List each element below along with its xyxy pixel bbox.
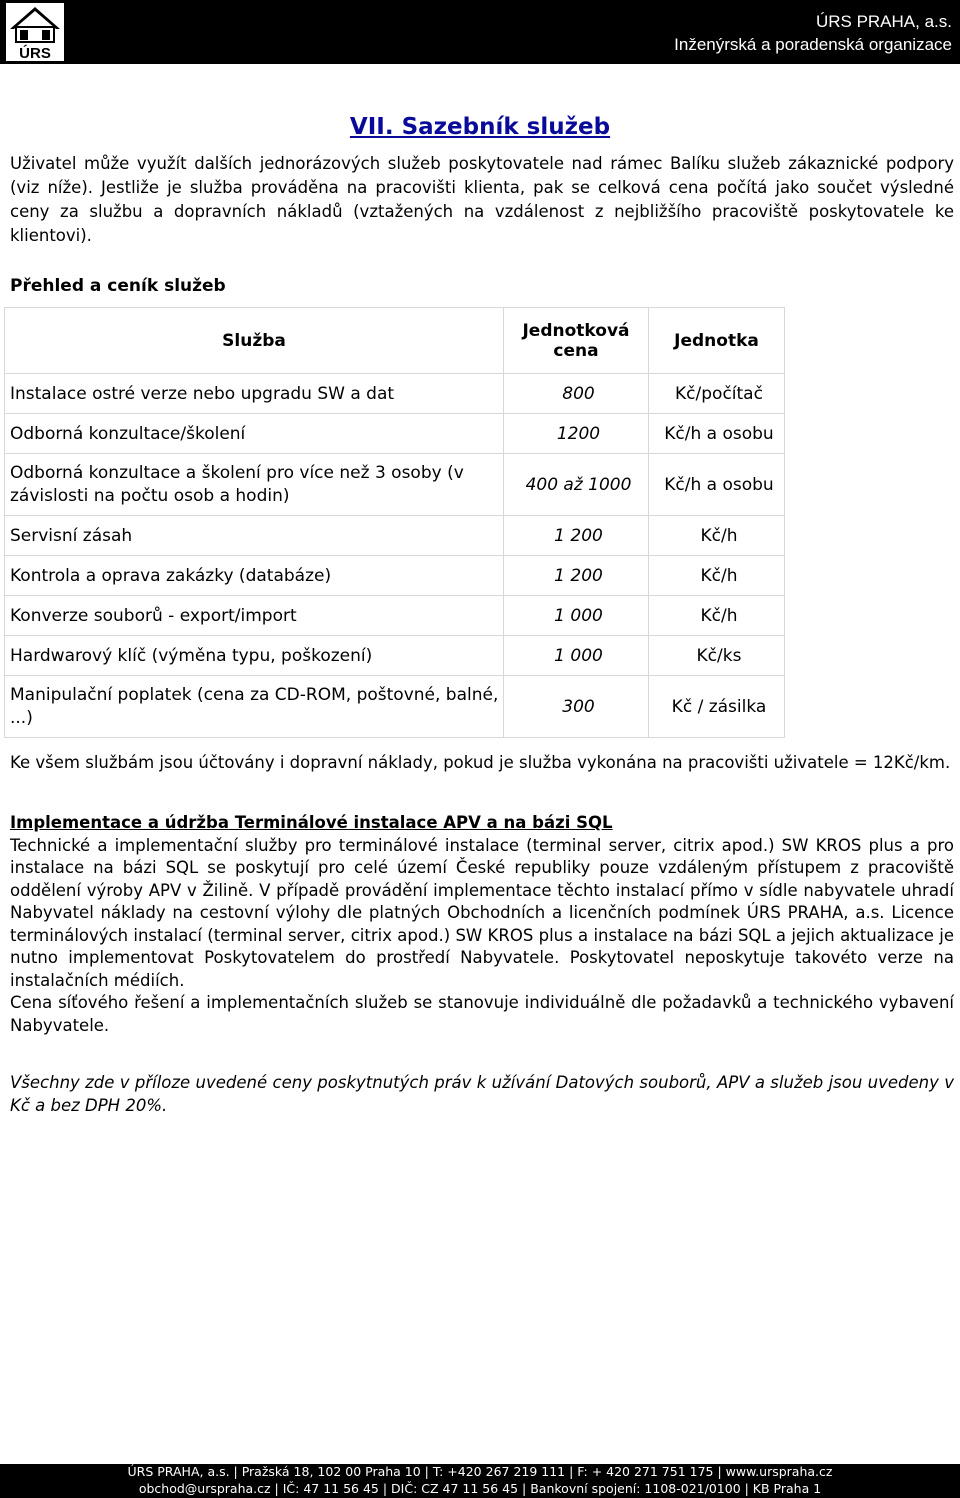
header-service: Služba xyxy=(5,308,504,374)
page-footer xyxy=(0,1464,960,1498)
implementation-text: Technické a implementační služby pro terminálové instalace (terminal server, citrix apod.) SW KROS plus a pro instalace na bázi SQL se poskytují pro celé území České republiky pouze vzdáleným přístupem z pracoviště oddělení výroby APV v Žilině. V případě provádění implementace těchto instalací přímo v sídle nabyvatele uhradí Nabyvatel náklady na cestovní výlohy dle platných Obchodních a licenčních podmínek ÚRS PRAHA, a.s. Licence terminálových instalací (terminal server, citrix apod.) SW KROS plus a instalace na bázi SQL a jejich aktualizace je nutno implementovat Poskytovatelem do prostředí Nabyvatele. Poskytovatel neposkytuje takovéto verze na instalačních médiích. xyxy=(10,835,954,990)
header-price: Jednotková cena xyxy=(504,308,649,374)
page-title: VII. Sazebník služeb xyxy=(349,114,611,140)
transport-note: Ke všem službám jsou účtovány i dopravní náklady, pokud je služba vykonána na pracovišti uživatele = 12Kč/km. xyxy=(10,753,951,772)
service-price: 800 xyxy=(504,374,649,414)
service-price: 1 000 xyxy=(504,636,649,676)
service-name: Kontrola a oprava zakázky (databáze) xyxy=(5,556,504,596)
service-name: Instalace ostré verze nebo upgradu SW a dat xyxy=(5,374,504,414)
company-tagline: Inženýrská a poradenská organizace xyxy=(674,35,952,54)
vat-note: Všechny zde v příloze uvedené ceny poskytnutých práv k užívání Datových souborů, APV a služeb jsou uvedeny v Kč a bez DPH 20%. xyxy=(10,1073,954,1115)
table-row xyxy=(5,596,785,636)
service-name: Servisní zásah xyxy=(5,516,504,556)
page-header xyxy=(0,0,960,64)
service-unit: Kč/h xyxy=(649,596,785,636)
service-name: Hardwarový klíč (výměna typu, poškození) xyxy=(5,636,504,676)
service-unit: Kč/počítač xyxy=(649,374,785,414)
footer-registration: obchod@urspraha.cz | IČ: 47 11 56 45 | DIČ: CZ 47 11 56 45 | Bankovní spojení: 1108-021/0100 | KB Praha 1 xyxy=(138,1480,822,1496)
service-price: 300 xyxy=(504,676,649,738)
service-price: 1 200 xyxy=(504,556,649,596)
intro-paragraph: Uživatel může využít dalších jednorázových služeb poskytovatele nad rámec Balíku služeb zákaznické podpory (viz níže). Jestliže je služba prováděna na pracovišti klienta, pak se celková cena počítá jako součet výsledné ceny za službu a dopravních nákladů (vztažených na vzdálenost z nejbližšího pracoviště poskytovatele ke klientovi). xyxy=(10,154,954,245)
table-row xyxy=(5,374,785,414)
service-name: Konverze souborů - export/import xyxy=(5,596,504,636)
service-unit: Kč/h xyxy=(649,516,785,556)
service-unit: Kč / zásilka xyxy=(649,676,785,738)
footer-contact: ÚRS PRAHA, a.s. | Pražská 18, 102 00 Praha 10 | T: +420 267 219 111 | F: + 420 271 751 175 | www.urspraha.cz xyxy=(127,1464,833,1479)
service-name: Manipulační poplatek (cena za CD-ROM, poštovné, balné, ...) xyxy=(5,676,504,738)
service-price: 1200 xyxy=(504,414,649,454)
service-unit: Kč/h a osobu xyxy=(649,414,785,454)
company-info xyxy=(674,10,952,56)
table-row xyxy=(5,454,785,516)
service-price: 1 200 xyxy=(504,516,649,556)
service-price: 400 až 1000 xyxy=(504,454,649,516)
house-logo-icon xyxy=(6,3,64,61)
table-row xyxy=(5,414,785,454)
service-name: Odborná konzultace a školení pro více než 3 osoby (v závislosti na počtu osob a hodin) xyxy=(5,454,504,516)
table-header-row xyxy=(5,308,785,374)
pricing-table xyxy=(4,307,785,738)
company-name: ÚRS PRAHA, a.s. xyxy=(815,12,952,31)
implementation-title: Implementace a údržba Terminálové instalace APV a na bázi SQL xyxy=(10,813,613,832)
service-unit: Kč/ks xyxy=(649,636,785,676)
table-row xyxy=(5,636,785,676)
network-price-text: Cena síťového řešení a implementačních služeb se stanovuje individuálně dle požadavků a technického vybavení Nabyvatele. xyxy=(10,993,954,1035)
service-unit: Kč/h a osobu xyxy=(649,454,785,516)
logo-text: ÚRS xyxy=(19,45,51,61)
table-row xyxy=(5,676,785,738)
service-price: 1 000 xyxy=(504,596,649,636)
overview-heading: Přehled a ceník služeb xyxy=(10,276,226,296)
table-row xyxy=(5,556,785,596)
table-row xyxy=(5,516,785,556)
implementation-section xyxy=(10,812,954,1037)
service-name: Odborná konzultace/školení xyxy=(5,414,504,454)
header-unit: Jednotka xyxy=(649,308,785,374)
service-unit: Kč/h xyxy=(649,556,785,596)
